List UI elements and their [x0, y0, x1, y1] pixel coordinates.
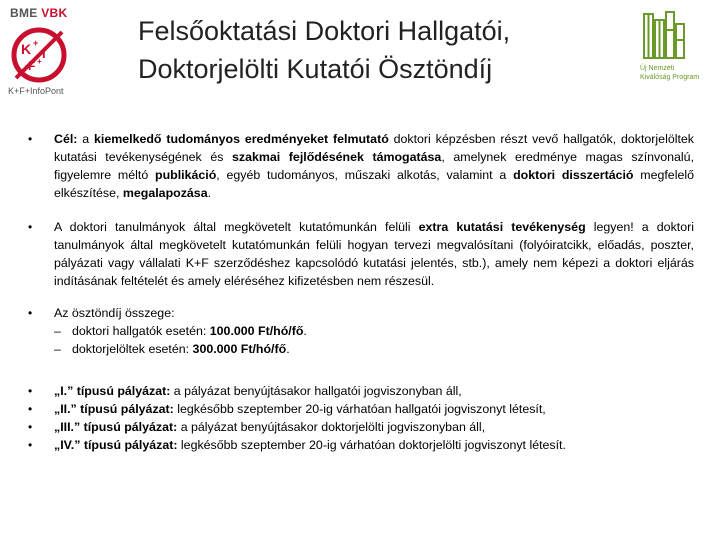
list-item-type-2 — [28, 400, 694, 418]
text-run: A doktori tanulmányok által megkövetelt kutatómunkán felüli — [54, 220, 419, 234]
svg-text:F: F — [28, 59, 36, 73]
text-run: . — [207, 186, 212, 200]
svg-text:K: K — [21, 41, 32, 57]
text-run: a — [77, 132, 94, 146]
unkp-line-1: Új Nemzeti — [640, 65, 675, 72]
list-item-type-4 — [28, 436, 694, 454]
title-line-1: Felsőoktatási Doktori Hallgatói, — [138, 16, 511, 46]
amount-value: 300.000 Ft/hó/fő — [192, 342, 287, 356]
text-run: doktori képzésben részt vevő hallgatók, doktorjelöltek kutatási tevékenységének és — [54, 132, 694, 164]
bullet-item-extra-research — [28, 218, 694, 290]
text-run-bold: megalapozása — [122, 186, 208, 200]
type-label: „II.” típusú pályázat: — [54, 402, 174, 416]
bullet-icon: • — [28, 220, 33, 234]
amount-phd-students — [54, 322, 694, 340]
text-run: , amelynek eredménye magas színvonalú, figyelemre méltó — [54, 150, 695, 182]
extra-research-paragraph — [54, 218, 694, 290]
page-title — [138, 12, 618, 88]
type-text: legkésőbb szeptember 20-ig várhatóan doktorjelölti jogviszonyt létesít. — [177, 438, 566, 452]
dash-icon: – — [54, 342, 61, 356]
svg-text:+: + — [37, 57, 42, 66]
type-label: „I.” típusú pályázat: — [54, 384, 171, 398]
amount-candidates — [54, 340, 694, 358]
text-run-bold: publikáció — [155, 168, 217, 182]
bullet-item-goal — [28, 130, 694, 202]
svg-text:I: I — [42, 46, 46, 61]
goal-paragraph — [54, 130, 694, 202]
svg-text:+: + — [33, 38, 39, 48]
type-label: „IV.” típusú pályázat: — [54, 438, 178, 452]
logo-bme: BME — [10, 6, 38, 20]
text-run: doktorjelöltek esetén: — [72, 342, 193, 356]
bullet-icon: • — [28, 306, 33, 320]
text-run: doktori hallgatók esetén: — [72, 324, 210, 338]
bullet-item-amount — [28, 304, 694, 358]
text-run-bold: szakmai fejlődésének támogatása — [232, 150, 442, 164]
text-run: . — [303, 324, 307, 338]
content — [28, 130, 694, 454]
application-types-list — [28, 382, 694, 454]
bullet-icon: • — [28, 132, 33, 146]
text-run: megfelelő elkészítése, — [54, 168, 694, 200]
logo-bme-text — [10, 6, 67, 20]
list-item-type-3 — [28, 418, 694, 436]
unkp-line-2: Kiválóság Program — [640, 74, 700, 81]
goal-label: Cél: — [54, 132, 78, 146]
text-run: legyen! a doktori tanulmányok által megkövetelt kutatómunkán felüli hogyan tervezi megvalósítani (folyóiratcikk, előadás, poszter, pályázati vagy vállalati K+F szerződéshez kapcsolódó kutatási jelentés, stb.), amely nem képezi a doktori eljárás indításának feltételét és amely eléréséhez kifizetésben nem részesül. — [54, 220, 694, 288]
unkp-logo — [636, 10, 706, 90]
text-run: . — [286, 342, 290, 356]
text-run-bold: kiemelkedő tudományos eredményeket felmutató — [94, 132, 389, 146]
text-run-bold: extra kutatási tevékenység — [418, 220, 586, 234]
text-run-bold: doktori disszertáció — [513, 168, 634, 182]
logo-vbk: VBK — [41, 6, 68, 20]
type-text: legkésőbb szeptember 20-ig várhatóan hallgatói jogviszonyt létesít, — [173, 402, 546, 416]
list-item-type-1 — [28, 382, 694, 400]
logo-infopont: K+F+InfoPont — [8, 86, 64, 96]
bullet-icon: • — [28, 438, 33, 452]
unkp-mark-icon — [642, 10, 686, 62]
kf-mark-icon — [8, 24, 70, 86]
text-run: , egyéb tudományos, műszaki alkotás, valamint a — [216, 168, 514, 182]
bme-vbk-logo — [6, 6, 80, 96]
type-text: a pályázat benyújtásakor doktorjelölti jogviszonyban áll, — [177, 420, 486, 434]
title-line-2: Doktorjelölti Kutatói Ösztöndíj — [138, 54, 493, 84]
type-text: a pályázat benyújtásakor hallgatói jogviszonyban áll, — [170, 384, 462, 398]
bullet-icon: • — [28, 402, 33, 416]
amount-value: 100.000 Ft/hó/fő — [209, 324, 304, 338]
amount-title: Az ösztöndíj összege: — [54, 306, 175, 320]
bullet-icon: • — [28, 420, 33, 434]
type-label: „III.” típusú pályázat: — [54, 420, 178, 434]
dash-icon: – — [54, 324, 61, 338]
amount-section — [54, 304, 694, 358]
bullet-icon: • — [28, 384, 33, 398]
